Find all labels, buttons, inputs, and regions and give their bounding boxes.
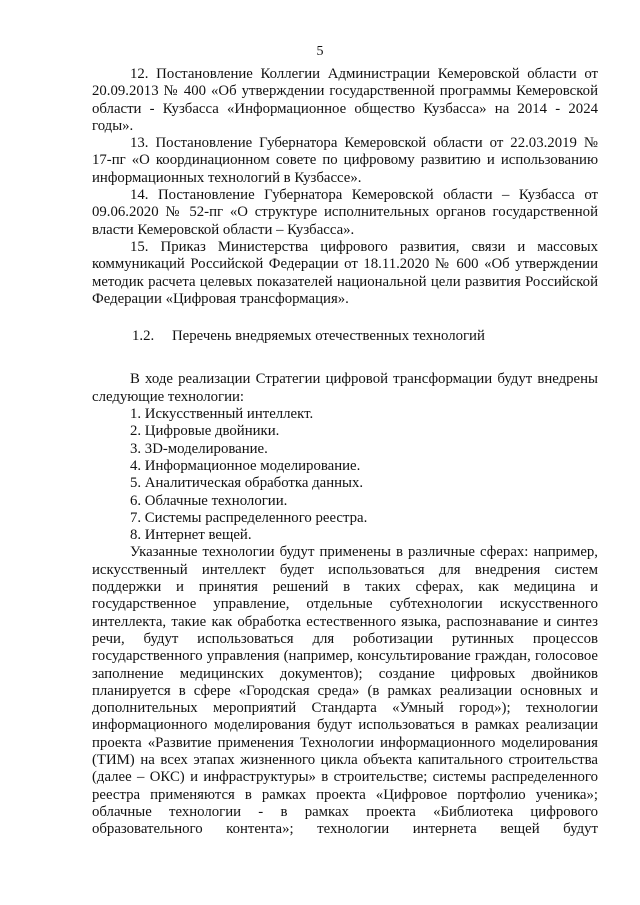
list-item: 6. Облачные технологии.: [130, 492, 288, 509]
list-item: 2. Цифровые двойники.: [130, 423, 280, 440]
section-title: Перечень внедряемых отечественных технологий: [172, 328, 485, 345]
legal-act-14: 14. Постановление Губернатора Кемеровской области – Кузбасса от 09.06.2020 № 52-пг «О структуре исполнительных органов государственной власти Кемеровской области – Кузбасса».: [92, 187, 598, 238]
list-item: 8. Интернет вещей.: [130, 527, 252, 544]
page-number: 5: [316, 44, 324, 59]
list-item: 3. 3D-моделирование.: [130, 440, 268, 457]
list-item: 1. Искусственный интеллект.: [130, 406, 314, 423]
legal-act-15: 15. Приказ Министерства цифрового развития, связи и массовых коммуникаций Российской Федерации от 18.11.2020 № 600 «Об утверждении методик расчета целевых показателей национальной цели развития Российской Федерации «Цифровая трансформация».: [92, 238, 598, 307]
technology-list: [92, 406, 598, 544]
intro-paragraph: В ходе реализации Стратегии цифровой трансформации будут внедрены следующие технологии:: [92, 371, 598, 405]
legal-act-13: 13. Постановление Губернатора Кемеровской области от 22.03.2019 № 17-пг «О координационном совете по цифровому развитию и использованию информационных технологий в Кузбассе».: [92, 135, 598, 186]
legal-act-12: 12. Постановление Коллегии Администрации Кемеровской области от 20.09.2013 № 400 «Об утверждении государственной программы Кемеровской области - Кузбасса «Информационное общество Кузбасса» на 2014 - 2024 годы».: [92, 66, 598, 134]
section-number: 1.2.: [132, 328, 155, 345]
closing-paragraph: Указанные технологии будут применены в различные сферах: например, искусственный интеллект будет использоваться для внедрения систем поддержки и принятия решений в таких сферах, как медицина и государственное управление, отдельные субтехнологии искусственного интеллекта, такие как обработка естественного языка, распознавание и синтез речи, будут использоваться для роботизации рутинных процессов государственного управления (например, консультирование граждан, голосовое заполнение медицинских документов); создание цифровых двойников планируется в сфере «Городская среда» (в рамках реализации основных и дополнительных мероприятий Стандарта «Умный город»); технологии информационного моделирования будут использоваться в рамках реализации проекта «Развитие применения Технологии информационного моделирования (ТИМ) на всех этапах жизненного цикла объекта капитального строительства (далее – ОКС) и инфраструктуры» в строительстве; системы распределенного реестра применяются в рамках проекта «Цифровое портфолио ученика»; облачные технологии - в рамках проекта «Библиотека цифрового образовательного контента»; технологии интернета вещей будут: [92, 544, 598, 838]
list-item: 4. Информационное моделирование.: [130, 457, 361, 474]
list-item: 7. Системы распределенного реестра.: [130, 509, 368, 526]
section-heading: [92, 328, 598, 345]
document-body: [92, 66, 598, 838]
list-item: 5. Аналитическая обработка данных.: [130, 475, 364, 492]
